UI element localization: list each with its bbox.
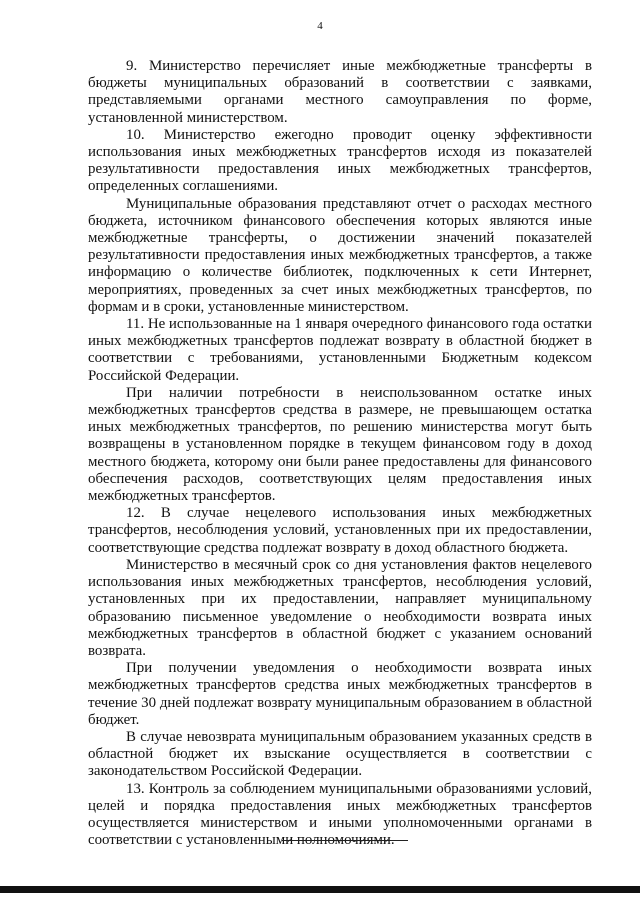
paragraph-unused-balance: При наличии потребности в неиспользованном остатке иных межбюджетных трансфертов средства в размере, не превышающем остатка иных межбюджетных трансфертов, по решению министерства могут быть возвращены в установленном порядке в текущем финансовом году в доход местного бюджета, которому они были ранее предоставлены для финансового обеспечения расходов, соответствующих целям предоставления иных межбюджетных трансфертов. bbox=[88, 384, 592, 505]
paragraph-item-9: 9. Министерство перечисляет иные межбюджетные трансферты в бюджеты муниципальных образований в соответствии с заявками, представляемыми органами местного самоуправления по форме, установленной министерством. bbox=[88, 58, 592, 126]
paragraph-reporting: Муниципальные образования представляют отчет о расходах местного бюджета, источником финансового обеспечения которых являются иные межбюджетные трансферты, о достижении значений показателей результативности предоставления иных межбюджетных трансфертов, а также информацию о количестве библиотек, подключенных к сети Интернет, мероприятиях, проведенных за счет иных межбюджетных трансфертов, по формам и в сроки, установленные министерством. bbox=[88, 195, 592, 315]
document-body bbox=[88, 58, 592, 849]
scan-bottom-border bbox=[0, 886, 640, 893]
paragraph-recovery: В случае невозврата муниципальным образованием указанных средств в областной бюджет их взыскание осуществляется в соответствии с законодательством Российской Федерации. bbox=[88, 728, 592, 780]
paragraph-item-12: 12. В случае нецелевого использования иных межбюджетных трансфертов, несоблюдения условий, установленных при их предоставлении, соответствующие средства подлежат возврату в доход областного бюджета. bbox=[88, 505, 592, 556]
paragraph-item-13: 13. Контроль за соблюдением муниципальными образованиями условий, целей и порядка предоставления иных межбюджетных трансфертов осуществляется министерством и иными уполномоченными органами в соответствии с установленными полномочиями. bbox=[88, 780, 592, 849]
paragraph-notification: Министерство в месячный срок со дня установления фактов нецелевого использования иных межбюджетных трансфертов, несоблюдения условий, установленных при их предоставлении, направляет муниципальному образованию письменное уведомление о необходимости возврата иных межбюджетных трансфертов в областной бюджет с указанием оснований возврата. bbox=[88, 556, 592, 659]
paragraph-item-11: 11. Не использованные на 1 января очередного финансового года остатки иных межбюджетных трансфертов подлежат возврату в областной бюджет в соответствии с требованиями, установленными Бюджетным кодексом Российской Федерации. bbox=[88, 316, 592, 384]
page-number: 4 bbox=[317, 20, 323, 32]
paragraph-refund-deadline: При получении уведомления о необходимости возврата иных межбюджетных трансфертов средства иных межбюджетных трансфертов в течение 30 дней подлежат возврату муниципальным образованием в областной бюджет. bbox=[88, 660, 592, 728]
paragraph-item-10: 10. Министерство ежегодно проводит оценку эффективности использования иных межбюджетных трансфертов исходя из показателей результативности предоставления иных межбюджетных трансфертов, определенных соглашениями. bbox=[88, 126, 592, 195]
closing-divider bbox=[282, 840, 408, 841]
